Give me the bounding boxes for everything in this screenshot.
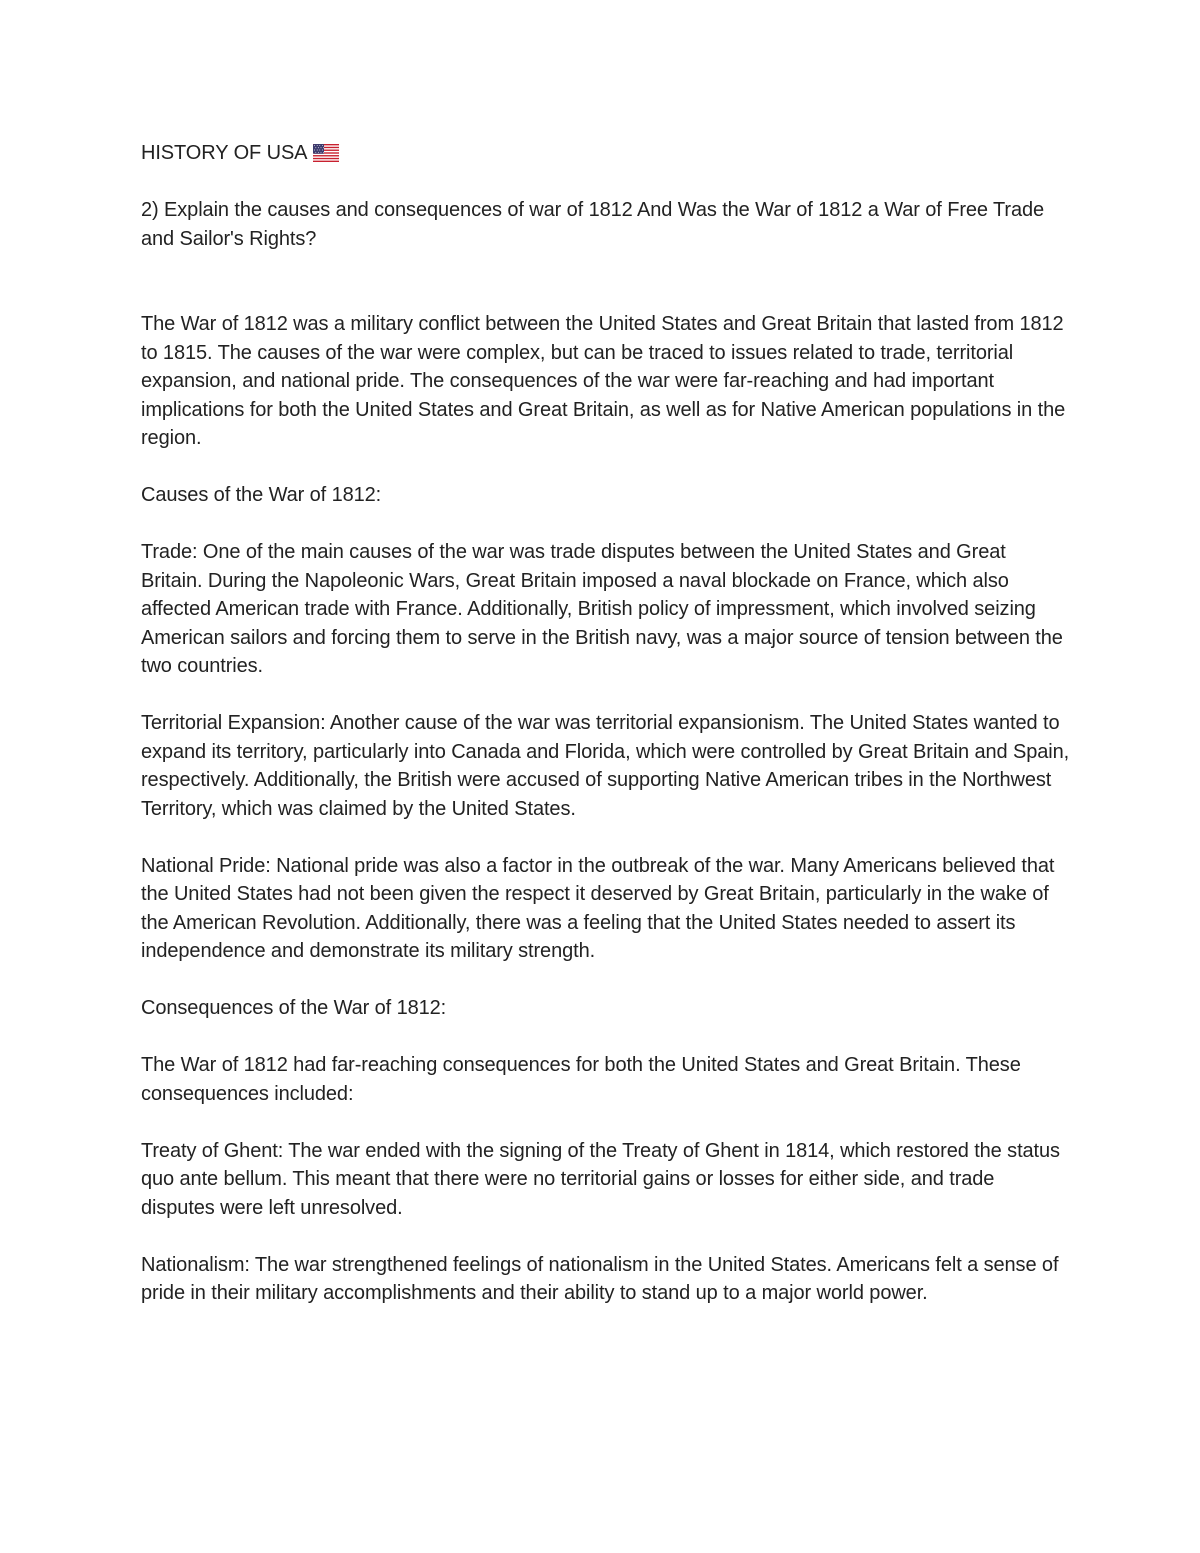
flag-star (317, 145, 318, 146)
causes-heading: Causes of the War of 1812: (141, 484, 382, 506)
flag-stripe (313, 161, 339, 162)
territorial-expansion-paragraph: Territorial Expansion: Another cause of the war was territorial expansionism. The United States wanted to expand its territory, particularly into Canada and Florida, which were controlled by Great Britain and Spain, respectively. Additionally, the British were accused of supporting Native American tribes in the Northwest Territory, which was claimed by the United States. (141, 712, 1070, 820)
national-pride-paragraph: National Pride: National pride was also a factor in the outbreak of the war. Many Americans believed that the United States had not been given the respect it deserved by Great Britain, particularly in the wake of the American Revolution. Additionally, there was a feeling that the United States needed to assert its independence and demonstrate its military strength. (141, 854, 1055, 962)
document-title-line (141, 139, 1071, 168)
flag-star (315, 150, 316, 151)
flag-star (317, 150, 318, 151)
consequences-heading: Consequences of the War of 1812: (141, 997, 447, 1019)
us-flag-icon (313, 144, 339, 162)
flag-star (315, 145, 316, 146)
flag-star (321, 152, 322, 153)
flag-star (318, 152, 319, 153)
nationalism-paragraph: Nationalism: The war strengthened feelings of nationalism in the United States. Americans felt a sense of pride in their military accomplishments and their ability to stand up to a major world power. (141, 1253, 1059, 1304)
consequences-intro-paragraph: The War of 1812 had far-reaching consequences for both the United States and Great Britain. These consequences included: (141, 1054, 1021, 1105)
flag-star (322, 145, 323, 146)
treaty-of-ghent-paragraph: Treaty of Ghent: The war ended with the signing of the Treaty of Ghent in 1814, which restored the status quo ante bellum. This meant that there were no territorial gains or losses for either side, and trade disputes were left unresolved. (141, 1139, 1060, 1219)
flag-star (322, 150, 323, 151)
flag-star (321, 148, 322, 149)
flag-star (324, 148, 325, 149)
flag-star (320, 145, 321, 146)
flag-star (318, 148, 319, 149)
document-title: HISTORY OF USA (141, 142, 308, 164)
intro-paragraph: The War of 1812 was a military conflict between the United States and Great Britain that lasted from 1812 to 1815. The causes of the war were complex, but can be traced to issues related to trade, territorial expansion, and national pride. The consequences of the war were far-reaching and had important implications for both the United States and Great Britain, as well as for Native American populations in the region. (141, 313, 1066, 449)
trade-paragraph: Trade: One of the main causes of the war was trade disputes between the United States and Great Britain. During the Napoleonic Wars, Great Britain imposed a naval blockade on France, which also affected American trade with France. Additionally, British policy of impressment, which involved seizing American sailors and forcing them to serve in the British navy, was a major source of tension between the two countries. (141, 541, 1063, 677)
flag-star (324, 152, 325, 153)
flag-stripe (313, 158, 339, 159)
flag-star (320, 150, 321, 151)
flag-star (316, 152, 317, 153)
flag-stripe (313, 155, 339, 156)
question-text: 2) Explain the causes and consequences of war of 1812 And Was the War of 1812 a War of Free Trade and Sailor's Rights? (141, 199, 1045, 250)
document-page (141, 139, 1071, 1336)
flag-star (316, 148, 317, 149)
